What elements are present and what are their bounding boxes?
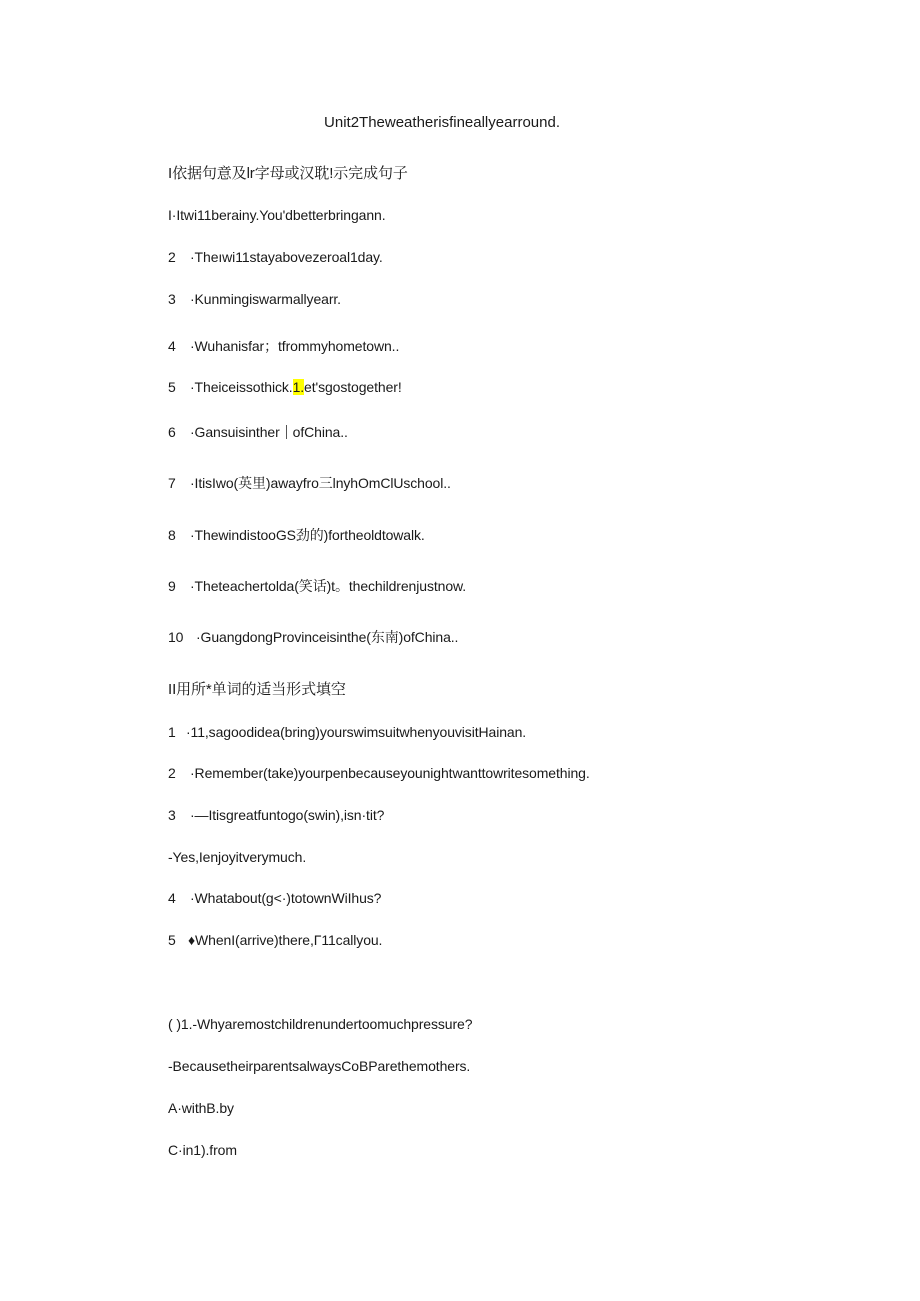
item-text: -Yes,Ienjoyitverymuch. <box>168 849 307 865</box>
section3-options-ab: A·withB.by <box>168 1100 234 1116</box>
item-number: 10 <box>168 629 184 645</box>
section1-item-9 <box>168 576 466 596</box>
item-text: ·Remember(take)yourpenbecauseyounightwanttowritesomething. <box>190 765 590 781</box>
item-text: ·Whatabout(g<·)totownWiIhus? <box>190 890 382 906</box>
item-text: ·—Itisgreatfuntogo(swin),isn·tit? <box>190 807 385 823</box>
section2-heading: II用所*单词的适当形式填空 <box>168 681 346 698</box>
document-title: Unit2Theweatherisfineallyearround. <box>324 114 560 131</box>
section1-heading: I依据句意及lr字母或汉耽!示完成句子 <box>168 165 408 182</box>
section1-item-4 <box>168 336 399 356</box>
highlighted-text: 1. <box>292 379 305 395</box>
item-number: 3 <box>168 807 176 823</box>
section2-item-2 <box>168 765 590 781</box>
item-number: 9 <box>168 578 176 594</box>
item-text-cont: et'sgostogether! <box>304 379 402 395</box>
item-text: ·11,sagoodidea(bring)yourswimsuitwhenyouvisitHainan. <box>186 724 527 740</box>
item-text: ·Gansuisinther <box>190 424 280 440</box>
section3-question-1: ( )1.-Whyaremostchildrenundertoomuchpressure? <box>168 1016 473 1032</box>
section1-item-6 <box>168 424 348 440</box>
section3-answer: -BecausetheirparentsalwaysCoBParethemothers. <box>168 1058 471 1074</box>
item-text: ·ThewindistooGS劲的)fortheoldtowalk. <box>190 527 425 543</box>
item-number: 5 <box>168 932 176 948</box>
item-text: ·Theiceissothick. <box>190 379 293 395</box>
item-number: 4 <box>168 338 176 354</box>
item-number: 3 <box>168 291 176 307</box>
item-number: 6 <box>168 424 176 440</box>
section1-item-1 <box>168 207 386 223</box>
item-text: ·ItisIwo(英里)awayfro三lnyhOmClUschool.. <box>190 475 451 491</box>
section2-item-5 <box>168 932 382 948</box>
section1-item-7 <box>168 473 451 493</box>
item-number: 5 <box>168 379 176 395</box>
section3-options-cd: C·in1).from <box>168 1142 237 1158</box>
item-text: ·Kunmingiswarmallyearr. <box>190 291 341 307</box>
section2-item-1 <box>168 724 526 740</box>
item-number: 1 <box>168 724 176 740</box>
section2-item-4 <box>168 890 381 906</box>
item-number: 4 <box>168 890 176 906</box>
section1-item-3 <box>168 291 341 307</box>
section2-item-3-answer <box>168 849 306 865</box>
item-text: ♦WhenI(arrive)there,Γ11callyou. <box>188 932 383 948</box>
item-number: 2 <box>168 765 176 781</box>
item-text: ·Wuhanisfar；tfrommyhometown.. <box>190 338 400 354</box>
item-text: ·Theteachertolda(笑话)t。thechildrenjustnow. <box>190 578 467 594</box>
item-text: ·Theıwi11stayabovezeroal1day. <box>190 249 383 265</box>
item-number: 7 <box>168 475 176 491</box>
item-text-cont: ofChina.. <box>292 424 348 440</box>
section1-item-5 <box>168 379 402 395</box>
item-text: I·Itwi11berainy.You'dbetterbringann. <box>168 207 386 223</box>
cursor-bar <box>286 425 287 439</box>
item-number: 2 <box>168 249 176 265</box>
section2-item-3 <box>168 807 384 823</box>
item-text: ·GuangdongProvinceisinthe(东南)ofChina.. <box>196 629 459 645</box>
section1-item-10 <box>168 627 458 647</box>
section1-item-2 <box>168 249 383 265</box>
section1-item-8 <box>168 525 425 545</box>
item-number: 8 <box>168 527 176 543</box>
